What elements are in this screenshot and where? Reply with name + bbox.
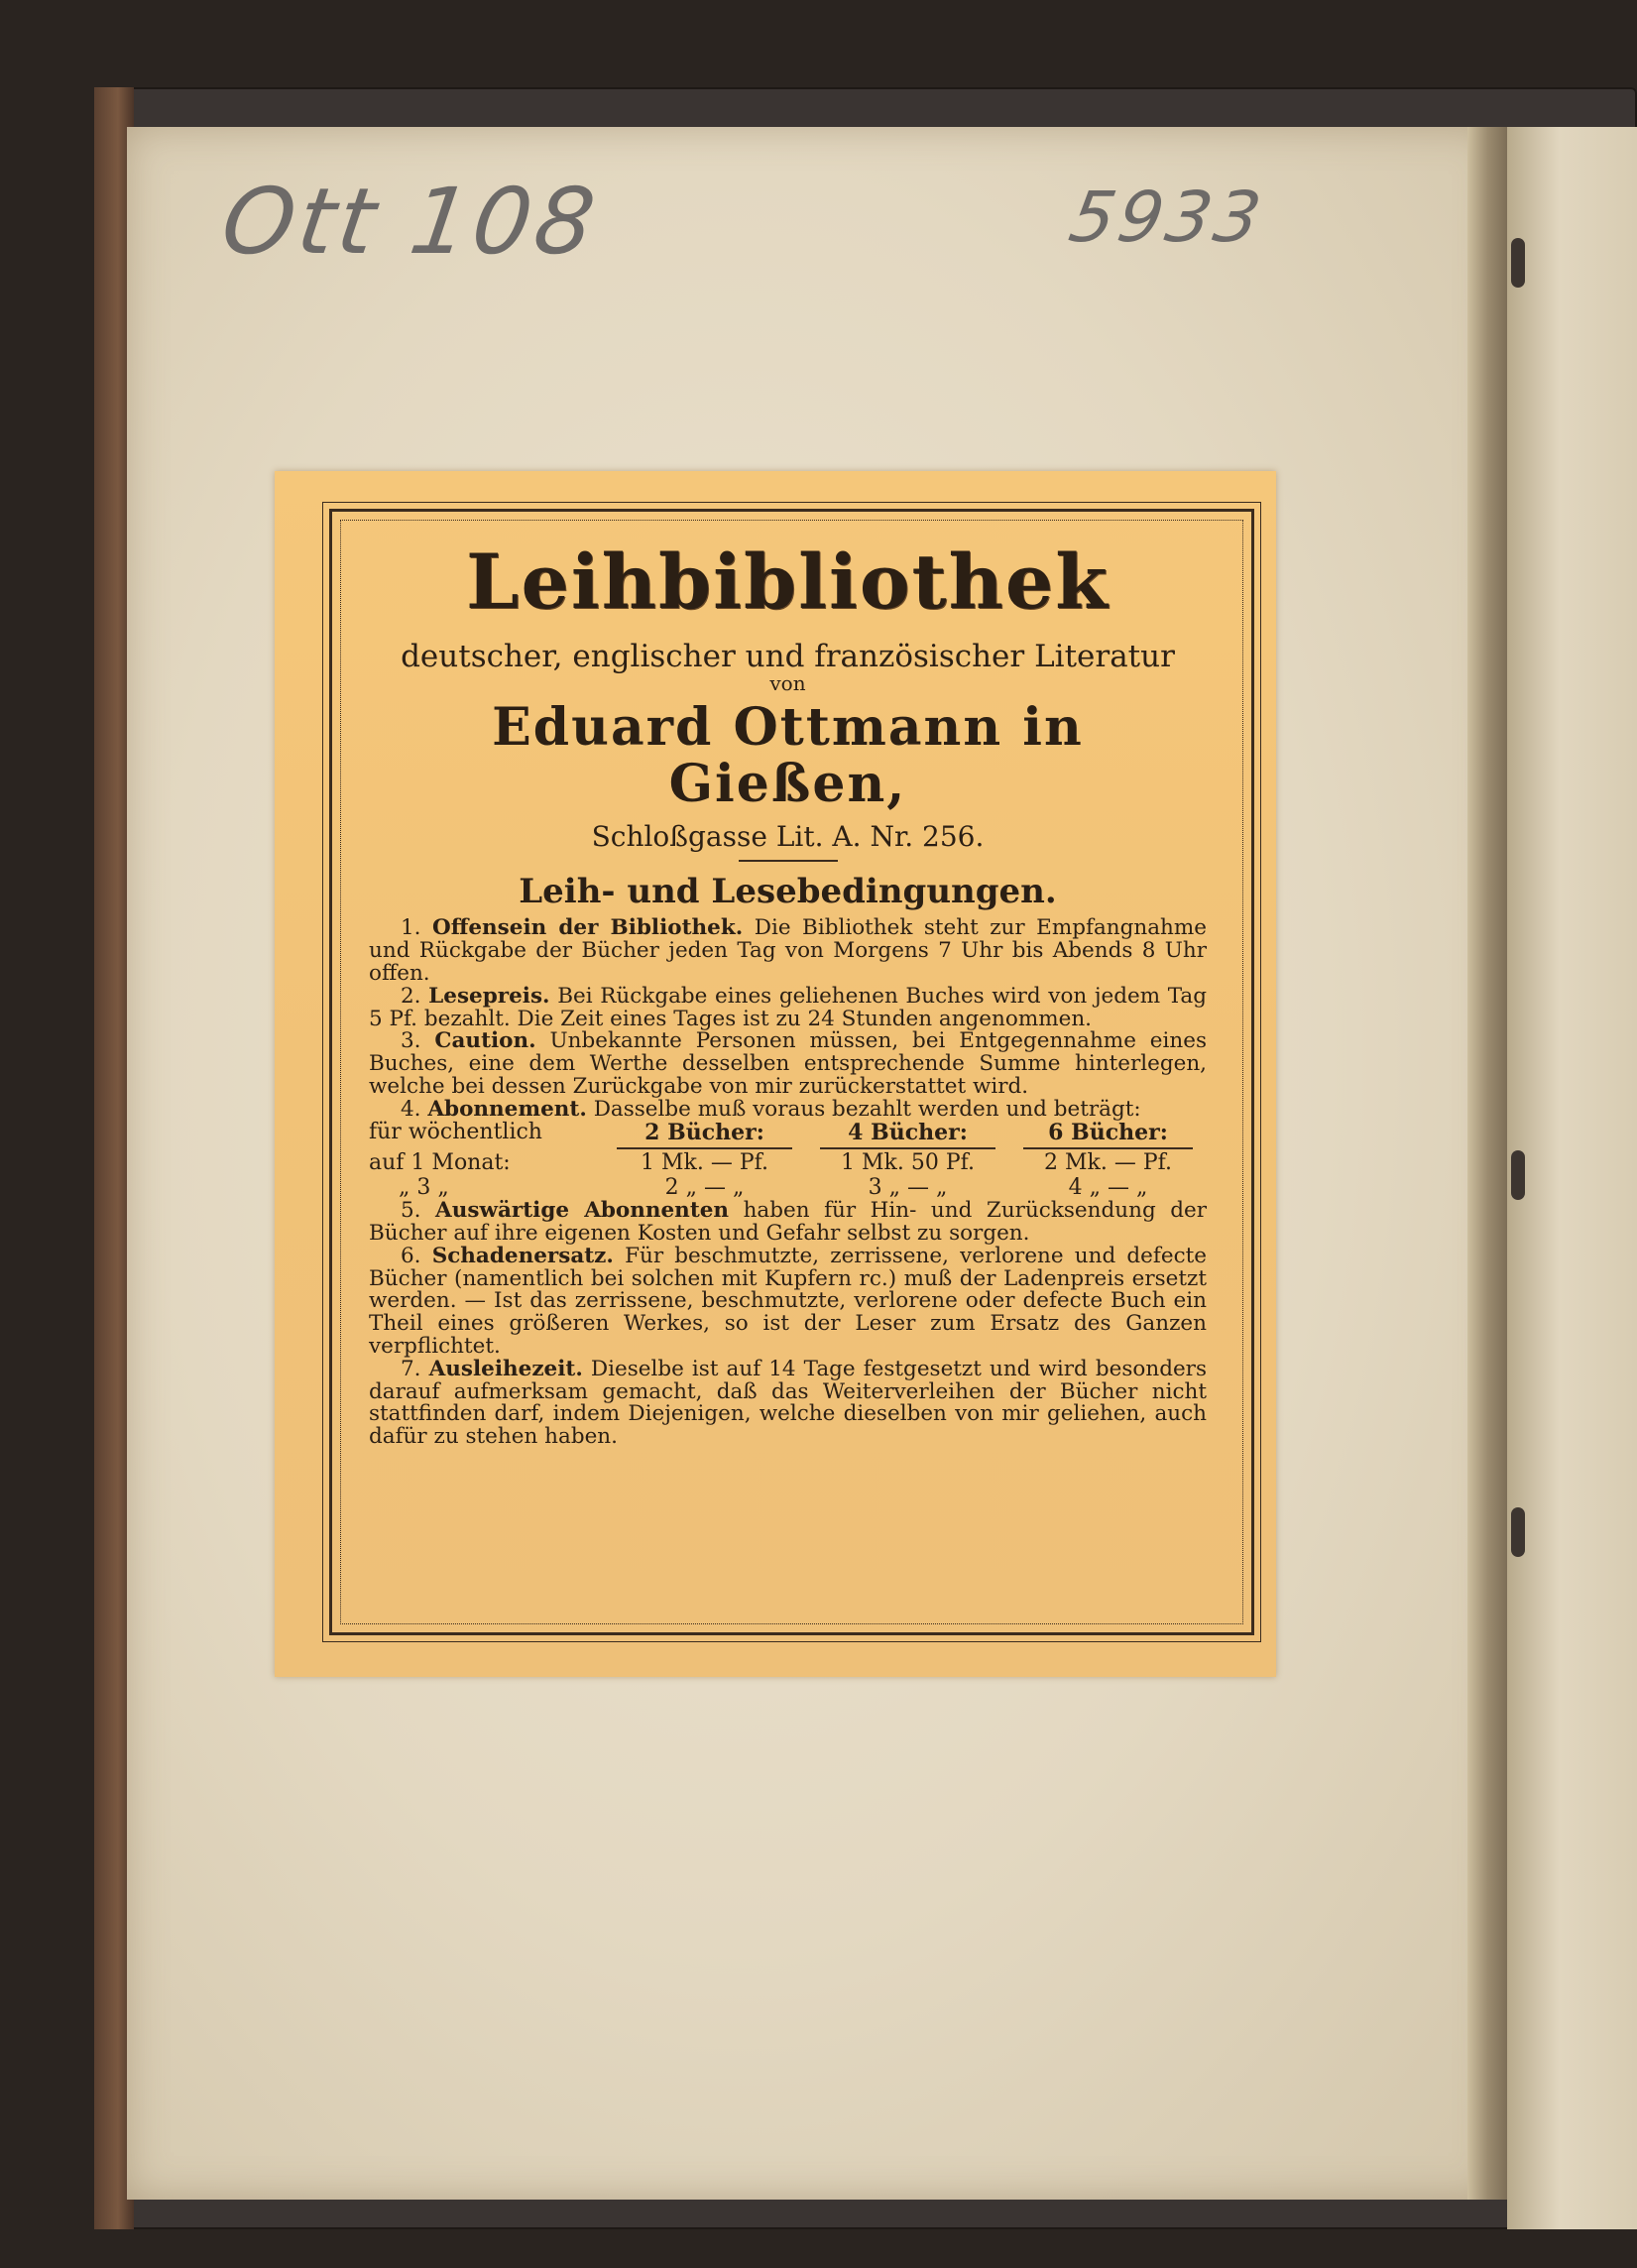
price-table [369, 1121, 1207, 1200]
condition-1: 1. Offensein der Bibliothek. Die Bibliothek steht zur Empfangnahme und Rückgabe der Bücher jeden Tag von Morgens 7 Uhr bis Abends 8 Uhr offen. [369, 915, 1208, 987]
condition-5: 5. Auswärtige Abonnenten haben für Hin- und Zurücksendung der Bücher auf ihre eigenen Kosten und Gefahr selbst zu sorgen. [369, 1198, 1207, 1247]
conditions-part-2 [369, 1200, 1207, 1449]
library-label [275, 471, 1276, 1677]
facing-page-edge [1507, 127, 1637, 2229]
label-von: von [769, 670, 806, 695]
condition-3: 3. Caution. Unbekannte Personen müssen, bei Entgegennahme eines Buches, eine dem Werthe desselben entsprechende Summe hinterlegen, welche bei dessen Zurückgabe von mir zurückerstattet wird. [369, 1028, 1207, 1099]
condition-7: 7. Ausleihezeit. Dieselbe ist auf 14 Tage festgesetzt und wird besonders darauf aufmerksam gemacht, daß das Weiterverleihen der Bücher nicht stattfinden darf, indem Diejenigen, welche dieselben von mir geliehen, auch dafür zu stehen haben. [369, 1356, 1207, 1450]
price-period: auf 1 Monat: [369, 1150, 511, 1176]
condition-4: 4. Abonnement. Dasselbe muß voraus bezahlt werden und beträgt: [401, 1096, 1141, 1122]
price-period: „ 3 „ [399, 1174, 449, 1200]
price-label: für wöchentlich [369, 1120, 542, 1145]
condition-6: 6. Schadenersatz. Für beschmutzte, zerrissene, verlorene und defecte Bücher (namentlich bei solchen mit Kupfern rc.) muß der Ladenpreis ersetzt werden. — Ist das zerrissene, beschmutzte, verlorene oder defecte Buch ein Theil eines größeren Werkes, so ist der Leser zum Ersatz des Ganzen verpflichtet. [369, 1243, 1207, 1360]
binding-thread [1511, 1150, 1525, 1200]
binding-thread [1511, 1507, 1525, 1557]
price-cell: 4 „ — „ [1068, 1174, 1148, 1200]
price-cell: 2 „ — „ [664, 1174, 745, 1200]
label-title: Leihbibliothek [466, 537, 1110, 626]
handwritten-shelfmark: Ott 108 [215, 169, 605, 275]
label-subtitle: deutscher, englischer und französischer Literatur [401, 638, 1175, 674]
label-address: Schloßgasse Lit. A. Nr. 256. [591, 820, 985, 854]
conditions-heading: Leih- und Lesebedingungen. [519, 871, 1057, 911]
divider [739, 860, 838, 862]
price-header: 2 Bücher: [617, 1121, 792, 1149]
conditions-part-1 [369, 917, 1207, 1121]
handwritten-number: 5933 [1063, 177, 1271, 258]
label-owner: Eduard Ottmann in Gießen, [492, 696, 1084, 814]
price-cell: 2 Mk. — Pf. [1044, 1150, 1172, 1176]
price-cell: 3 „ — „ [868, 1174, 948, 1200]
price-cell: 1 Mk. 50 Pf. [841, 1150, 975, 1176]
price-cell: 1 Mk. — Pf. [641, 1150, 768, 1176]
binding-thread [1511, 238, 1525, 288]
price-header: 6 Bücher: [1023, 1121, 1193, 1149]
label-content [369, 537, 1208, 1450]
condition-2: 2. Lesepreis. Bei Rückgabe eines geliehenen Buches wird von jedem Tag 5 Pf. bezahlt. Die Zeit eines Tages ist zu 24 Stunden angenommen. [369, 983, 1208, 1031]
gutter [1467, 127, 1507, 2200]
price-header: 4 Bücher: [820, 1121, 995, 1149]
